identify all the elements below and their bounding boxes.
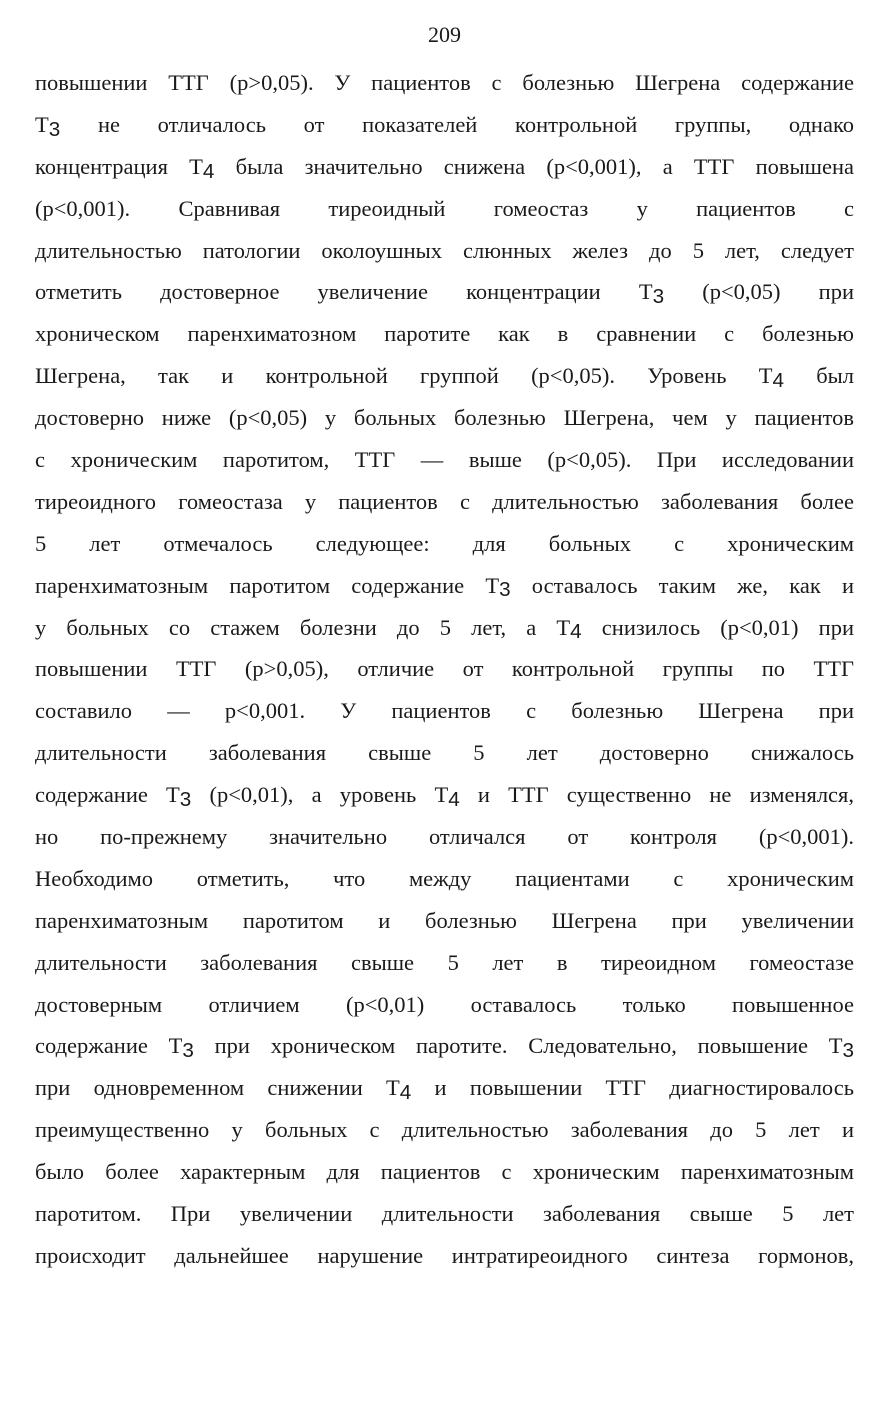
text-line: составило — p<0,001. У пациентов с болезнью Шегрена при (35, 698, 854, 724)
text-line: достоверным отличием (p<0,01) оставалось только повышенное (35, 991, 854, 1017)
text-line: (p<0,001). Сравнивая тиреоидный гомеостаз у пациентов с (35, 195, 854, 221)
text-line: паренхиматозным паротитом содержание Т3 оставалось таким же, как и (35, 572, 854, 602)
text-line: паренхиматозным паротитом и болезнью Шегрена при увеличении (35, 907, 854, 933)
text-line: Шегрена, так и контрольной группой (p<0,05). Уровень Т4 был (35, 363, 854, 392)
text-line: повышении ТТГ (p>0,05). У пациентов с болезнью Шегрена содержание (35, 70, 854, 95)
text-line: происходит дальнейшее нарушение интратиреоидного синтеза гормонов, (35, 1242, 854, 1268)
text-line: длительности заболевания свыше 5 лет достоверно снижалось (35, 740, 854, 766)
text-line: содержание Т3 (p<0,01), а уровень Т4 и ТТГ существенно не изменялся, (35, 782, 854, 811)
text-line: длительностью патологии околоушных слюнных желез до 5 лет, следует (35, 237, 854, 263)
text-line: паротитом. При увеличении длительности заболевания свыше 5 лет (35, 1201, 854, 1227)
text-line: концентрация Т4 была значительно снижена (p<0,001), а ТТГ повышена (35, 153, 854, 183)
body-text (35, 62, 854, 1277)
text-line: с хроническим паротитом, ТТГ — выше (p<0,05). При исследовании (35, 447, 854, 473)
text-line: было более характерным для пациентов с хроническим паренхиматозным (35, 1159, 854, 1185)
page-number: 209 (428, 22, 461, 47)
text-line: тиреоидного гомеостаза у пациентов с длительностью заболевания более (35, 488, 854, 514)
text-line: у больных со стажем болезни до 5 лет, а Т4 снизилось (p<0,01) при (35, 614, 854, 644)
text-line: содержание Т3 при хроническом паротите. Следовательно, повышение Т3 (35, 1033, 854, 1063)
text-line: длительности заболевания свыше 5 лет в тиреоидном гомеостазе (35, 949, 854, 975)
text-line: повышении ТТГ (p>0,05), отличие от контрольной группы по ТТГ (35, 656, 854, 682)
text-line: но по-прежнему значительно отличался от контроля (p<0,001). (35, 824, 854, 850)
text-line: хроническом паренхиматозном паротите как в сравнении с болезнью (35, 321, 854, 347)
text-line: 5 лет отмечалось следующее: для больных с хроническим (35, 530, 854, 556)
text-line: достоверно ниже (p<0,05) у больных болезнью Шегрена, чем у пациентов (35, 405, 854, 431)
text-line: Т3 не отличалось от показателей контрольной группы, однако (35, 111, 854, 141)
text-line: отметить достоверное увеличение концентрации Т3 (p<0,05) при (35, 279, 854, 309)
text-line: при одновременном снижении Т4 и повышении ТТГ диагностировалось (35, 1075, 854, 1105)
text-line: преимущественно у больных с длительностью заболевания до 5 лет и (35, 1117, 854, 1143)
text-line: Необходимо отметить, что между пациентами с хроническим (35, 865, 854, 891)
